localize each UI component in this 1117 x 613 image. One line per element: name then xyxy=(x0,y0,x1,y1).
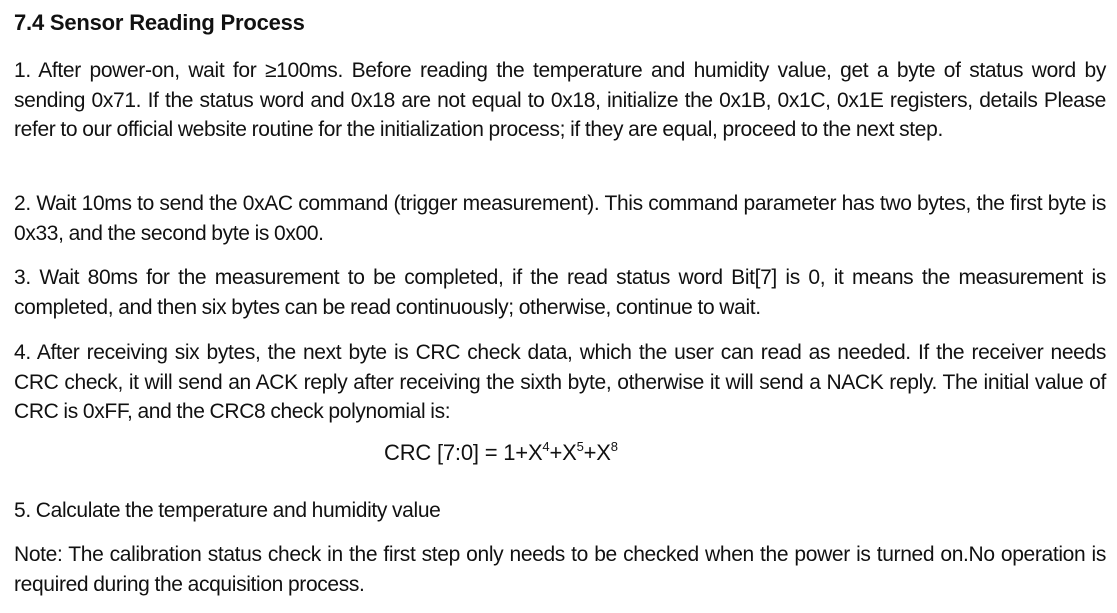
formula-exponent-8: 8 xyxy=(610,439,618,454)
formula-term: +X xyxy=(549,440,577,465)
formula-term: +X xyxy=(583,440,611,465)
step-2-paragraph: 2. Wait 10ms to send the 0xAC command (trigger measurement). This command parameter has two bytes, the first byte is 0x33, and the second byte is 0x00. xyxy=(14,192,1106,245)
section-title: 7.4 Sensor Reading Process xyxy=(14,10,305,35)
formula-exponent-5: 5 xyxy=(576,439,584,454)
formula-lhs: CRC [7:0] = 1+X xyxy=(384,440,543,465)
step-5-paragraph: 5. Calculate the temperature and humidity value xyxy=(14,499,441,522)
step-3-paragraph: 3. Wait 80ms for the measurement to be completed, if the read status word Bit[7] is 0, it means the measurement is completed, and then six bytes can be read continuously; otherwise, continue to wait. xyxy=(14,266,1106,319)
step-4-paragraph: 4. After receiving six bytes, the next byte is CRC check data, which the user can read as needed. If the receiver needs CRC check, it will send an ACK reply after receiving the sixth byte, otherwise it will send a NACK reply. The initial value of CRC is 0xFF, and the CRC8 check polynomial is: xyxy=(14,341,1106,423)
step-1-paragraph: 1. After power-on, wait for ≥100ms. Before reading the temperature and humidity value, get a byte of status word by sending 0x71. If the status word and 0x18 are not equal to 0x18, initialize the 0x1B, 0x1C, 0x1E registers, details Please refer to our official website routine for the initialization process; if they are equal, proceed to the next step. xyxy=(14,59,1106,141)
note-paragraph: Note: The calibration status check in the first step only needs to be checked when the power is turned on.No operation is required during the acquisition process. xyxy=(14,543,1106,596)
crc-polynomial-formula xyxy=(384,440,618,466)
formula-exponent-4: 4 xyxy=(542,439,550,454)
